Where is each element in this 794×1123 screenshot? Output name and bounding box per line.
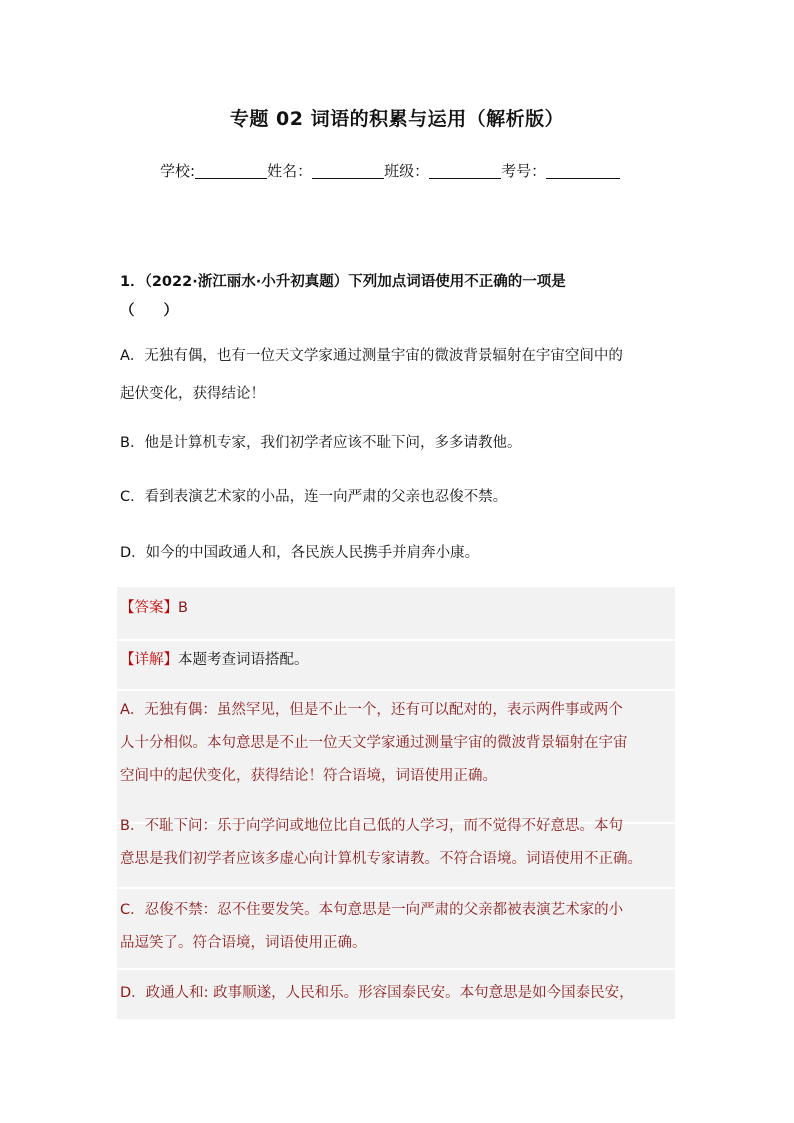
name-blank [312,162,384,179]
option-a-line-1: A．无独有偶，也有一位天文学家通过测量宇宙的微波背景辐射在宇宙空间中的 [120,348,623,364]
detail-b-line-2: 意思是我们初学者应该多虚心向计算机专家请教。不符合语境。词语使用不正确。 [120,851,642,867]
detail-a [120,694,676,793]
detail-tag: 【详解】 [120,652,178,668]
option-d: D．如今的中国政通人和，各民族人民携手并肩奔小康。 [120,545,480,561]
name-label: 姓名： [267,162,313,180]
detail-intro: 本题考查词语搭配。 [178,652,309,668]
student-info-line [160,160,620,181]
answer-tag: 【答案】 [120,600,178,616]
detail-a-line-3: 空间中的起伏变化，获得结论！符合语境，词语使用正确。 [120,768,497,784]
school-blank [195,162,267,179]
option-c: C．看到表演艺术家的小品，连一向严肃的父亲也忍俊不禁。 [120,489,508,505]
detail-c-line-1: C．忍俊不禁：忍不住要发笑。本句意思是一向严肃的父亲都被表演艺术家的小 [120,902,624,918]
option-a-line-2: 起伏变化，获得结论！ [120,386,265,402]
option-b: B．他是计算机专家，我们初学者应该不耻下问，多多请教他。 [120,435,522,451]
exam-no-blank [546,162,620,179]
answer-divider [117,887,675,889]
answer-divider [117,968,675,970]
detail-line [120,644,676,677]
option-a [120,337,680,413]
answer-divider [117,639,675,641]
question-stem [120,268,680,326]
question-line-1: 1．（2022·浙江丽水·小升初真题）下列加点词语使用不正确的一项是 [120,274,566,290]
class-label: 班级： [384,162,430,180]
detail-d [120,977,676,1010]
detail-b [120,810,676,876]
detail-c [120,894,676,960]
answer-line [120,592,676,625]
class-blank [429,162,501,179]
detail-c-line-2: 品逗笑了。符合语境，词语使用正确。 [120,935,367,951]
answer-divider [117,689,675,691]
detail-b-line-1: B．不耻下问：乐于向学问或地位比自己低的人学习，而不觉得不好意思。本句 [120,818,623,834]
detail-d-line-1: D．政通人和: 政事顺遂，人民和乐。形容国泰民安。本句意思是如今国泰民安， [120,985,634,1001]
detail-a-line-1: A．无独有偶：虽然罕见，但是不止一个，还有可以配对的，表示两件事或两个 [120,702,623,718]
exam-no-label: 考号： [501,162,547,180]
answer-value: B [178,600,188,616]
detail-a-line-2: 人十分相似。本句意思是不止一位天文学家通过测量宇宙的微波背景辐射在宇宙 [120,735,628,751]
school-label: 学校: [160,162,196,180]
page-title: 专题 02 词语的积累与运用（解析版） [229,108,565,130]
question-line-2: （ ） [120,303,178,319]
